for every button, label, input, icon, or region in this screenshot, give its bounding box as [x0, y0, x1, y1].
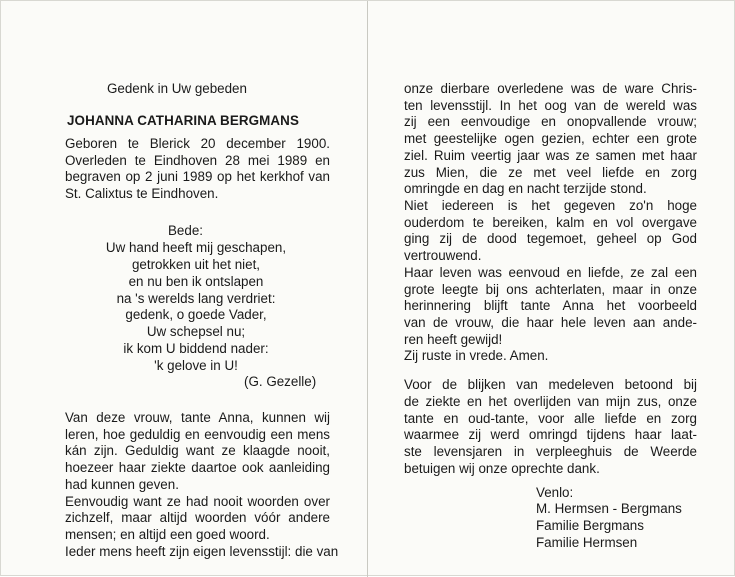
prayer-line: Uw hand heeft mij geschapen,	[105, 240, 287, 255]
text-line: ten levensstijl. In het oog van de wereld was	[404, 98, 697, 113]
prayer-line: Uw schepsel nu;	[146, 324, 246, 339]
prayer-line: gedenk, o goede Vader,	[125, 307, 267, 322]
text-line: herinnering blijft tante Anna het voorbeeld	[404, 298, 697, 313]
prayer-title: Bede:	[168, 223, 203, 238]
text-line: Haar leven was eenvoud en liefde, ze zal een	[404, 265, 697, 280]
text-line: mensen; en altijd een goed woord.	[65, 527, 270, 542]
text-line: zus Mien, die ze met veel liefde en zorg	[404, 165, 697, 180]
text-line: zij een eenvoudige en onopvallende vrouw;	[404, 114, 697, 129]
thanks-line: Voor de blijken van medeleven betoond bij	[404, 377, 697, 392]
prayer-line: getrokken uit het niet,	[131, 257, 261, 272]
text-line: leren, hoe geduldig en eenvoudig een mens	[65, 427, 330, 442]
right-page	[368, 1, 735, 577]
prayer-line: na 's werelds lang verdriet:	[116, 291, 276, 306]
bio-line: Geboren te Blerick 20 december 1900.	[65, 136, 330, 151]
thanks-line: ste levensjaren in verpleeghuis de Weerde	[404, 444, 697, 459]
text-line: Niet iedereen is het gegeven zo'n hoge	[404, 198, 697, 213]
text-line: van de vrouw, die haar hele leven aan ande-	[404, 315, 697, 330]
text-line: Eenvoudig want ze had nooit woorden over	[65, 494, 330, 509]
bio-line: Overleden te Eindhoven 28 mei 1989 en	[65, 153, 330, 168]
text-line: vertrouwend.	[404, 248, 482, 263]
text-line: hoezeer haar ziekte daartoe ook aanleiding	[65, 460, 330, 475]
text-line: grote leegte bij ons achterlaten, maar in onze	[404, 282, 697, 297]
text-line: met geestelijke ogen gezien, echter een grote	[404, 131, 697, 146]
text-line: ging zij de dood tegemoet, geheel op God	[404, 231, 697, 246]
text-line: zichzelf, maar altijd woorden vóór andere	[65, 510, 330, 525]
signature-place: Venlo:	[536, 485, 574, 500]
text-line: omringde en dag en nacht terzijde stond.	[404, 181, 647, 196]
prayer-attribution: (G. Gezelle)	[244, 374, 317, 389]
signature-name: M. Hermsen - Bergmans	[536, 501, 682, 516]
text-line: ouderdom te bereiken, kalm en vol overgave	[404, 215, 697, 230]
thanks-line: waarmee zij werd omringd tijdens haar laat-	[404, 427, 697, 442]
deceased-name: JOHANNA CATHARINA BERGMANS	[67, 113, 299, 128]
prayer-line: ik kom U biddend nader:	[123, 341, 269, 356]
remember-header: Gedenk in Uw gebeden	[107, 81, 247, 96]
text-line: ziel. Ruim veertig jaar was ze samen met haar	[404, 148, 697, 163]
prayer-line: en nu ben ik ontslapen	[128, 274, 264, 289]
signature-name: Familie Hermsen	[536, 535, 638, 550]
bio-line: begraven op 2 juni 1989 op het kerkhof van	[65, 169, 330, 184]
thanks-line: tante en oud-tante, voor alle liefde en zorg	[404, 411, 697, 426]
text-line: ren heeft gewijd!	[404, 332, 503, 347]
text-line: had kunnen geven.	[65, 477, 179, 492]
thanks-line: betuigen wij onze oprechte dank.	[404, 461, 600, 476]
left-page	[1, 1, 367, 577]
text-line: Zij ruste in vrede. Amen.	[404, 348, 549, 363]
text-line: Ieder mens heeft zijn eigen levensstijl: die van	[65, 544, 339, 559]
bio-line: St. Calixtus te Eindhoven.	[65, 186, 219, 201]
text-line: onze dierbare overledene was de ware Chris-	[404, 81, 697, 96]
prayer-line: 'k gelove in U!	[154, 358, 238, 373]
text-line: kán zijn. Geduldig want ze klaagde nooit,	[65, 443, 330, 458]
signature-name: Familie Bergmans	[536, 518, 644, 533]
thanks-line: de ziekte en het overlijden van mijn zus, onze	[404, 394, 697, 409]
text-line: Van deze vrouw, tante Anna, kunnen wij	[65, 410, 330, 425]
